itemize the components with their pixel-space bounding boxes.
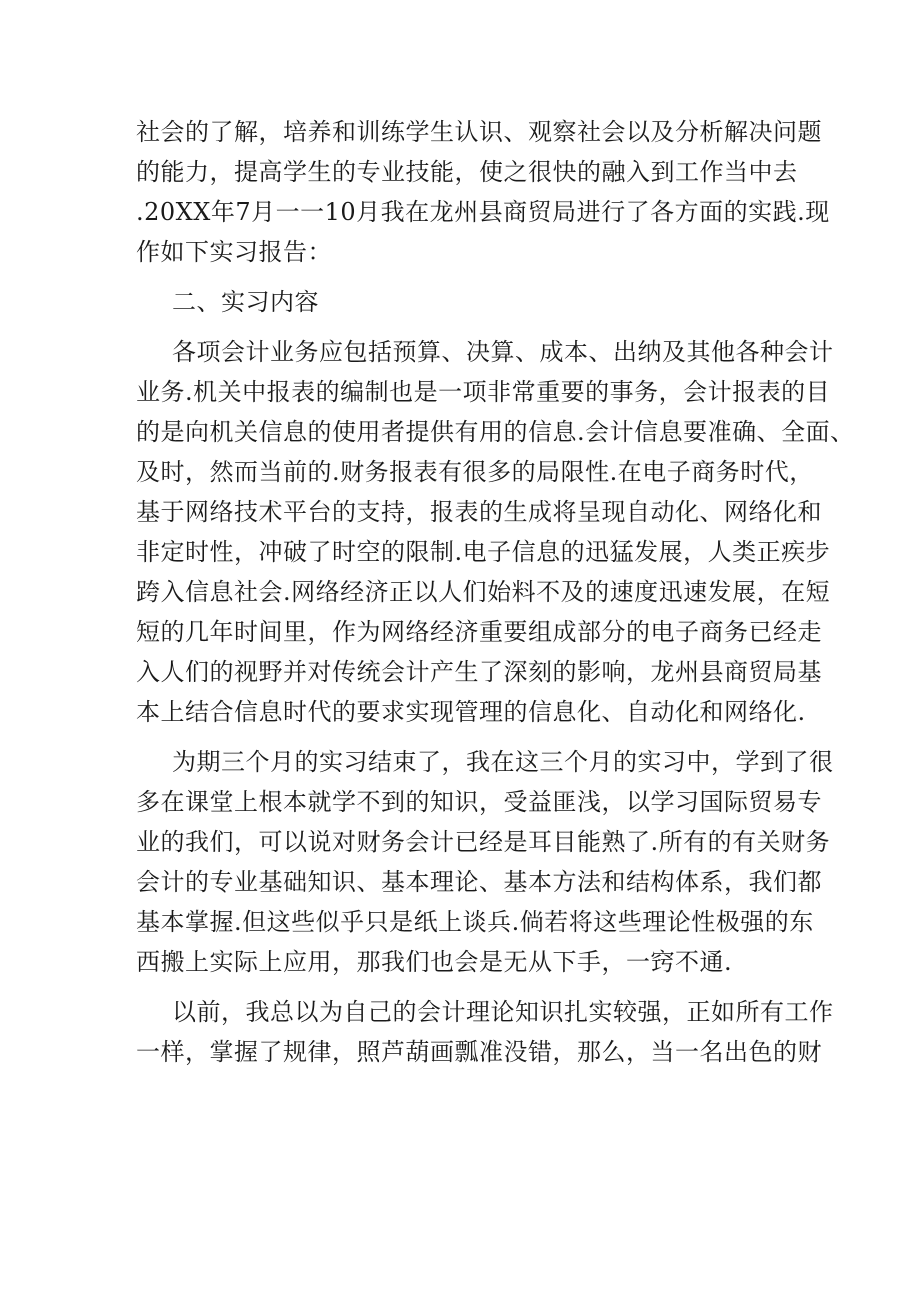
- section-heading: [136, 282, 796, 322]
- paragraph-intro-continuation: [136, 112, 830, 272]
- text-line: 非定时性，冲破了时空的限制.电子信息的迅猛发展，人类正疾步: [136, 538, 831, 566]
- text-line: 基于网络技术平台的支持，报表的生成将呈现自动化、网络化和: [136, 498, 822, 526]
- text-line: 入人们的视野并对传统会计产生了深刻的影响，龙州县商贸局基: [136, 658, 822, 686]
- text-line: 各项会计业务应包括预算、决算、成本、出纳及其他各种会计: [172, 338, 834, 366]
- section-heading-text: 二、实习内容: [172, 288, 319, 316]
- text-line: 跨入信息社会.网络经济正以人们始料不及的速度迅速发展，在短: [136, 578, 831, 606]
- paragraph-internship-summary: [136, 742, 834, 982]
- text-line: 业的我们，可以说对财务会计已经是耳目能熟了.所有的有关财务: [136, 828, 831, 856]
- text-line: 为期三个月的实习结束了，我在这三个月的实习中，学到了很: [172, 748, 834, 776]
- text-line: 一样，掌握了规律，照芦葫画瓢准没错，那么，当一名出色的财: [136, 1038, 822, 1066]
- text-line: 会计的专业基础知识、基本理论、基本方法和结构体系，我们都: [136, 868, 822, 896]
- text-line: 的能力，提高学生的专业技能，使之很快的融入到工作当中去: [136, 158, 798, 186]
- text-line: 短的几年时间里，作为网络经济重要组成部分的电子商务已经走: [136, 618, 822, 646]
- text-line: 业务.机关中报表的编制也是一项非常重要的事务，会计报表的目: [136, 378, 831, 406]
- paragraph-reflection: [136, 992, 834, 1072]
- paragraph-content: [136, 332, 855, 732]
- text-line: 的是向机关信息的使用者提供有用的信息.会计信息要准确、全面、: [136, 418, 855, 446]
- text-line: 以前，我总以为自己的会计理论知识扎实较强，正如所有工作: [172, 998, 834, 1026]
- text-line: 作如下实习报告：: [136, 238, 332, 266]
- text-line: 西搬上实际上应用，那我们也会是无从下手，一窍不通.: [136, 948, 733, 976]
- text-line: .20XX年7月一一10月我在龙州县商贸局进行了各方面的实践.现: [136, 198, 830, 226]
- text-line: 基本掌握.但这些似乎只是纸上谈兵.倘若将这些理论性极强的东: [136, 908, 814, 936]
- text-line: 多在课堂上根本就学不到的知识，受益匪浅，以学习国际贸易专: [136, 788, 822, 816]
- text-line: 社会的了解，培养和训练学生认识、观察社会以及分析解决问题: [136, 118, 822, 146]
- document-body: [136, 112, 855, 1072]
- text-line: 及时，然而当前的.财务报表有很多的局限性.在电子商务时代，: [136, 458, 814, 486]
- text-line: 本上结合信息时代的要求实现管理的信息化、自动化和网络化.: [136, 698, 806, 726]
